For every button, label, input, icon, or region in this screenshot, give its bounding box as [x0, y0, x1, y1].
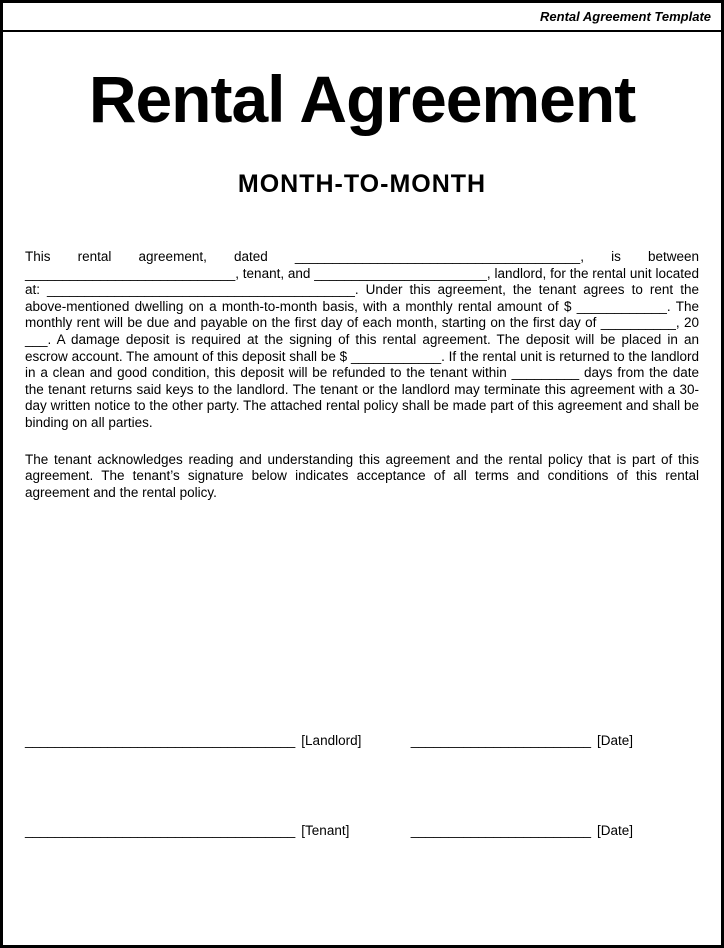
header-title: Rental Agreement Template	[540, 9, 711, 24]
document-header	[3, 3, 721, 32]
tenant-signature-group	[25, 823, 349, 838]
tenant-signature-line: ____________________________________	[25, 823, 296, 838]
signature-row-landlord	[25, 733, 633, 748]
landlord-date-group	[411, 733, 633, 748]
agreement-paragraph: This rental agreement, dated ______________________________________, is between ____________________________, tenant, and _______________________, landlord, for the rental unit located at: _________________________________________. Under this agreement, the tenant agrees to rent the above-mentioned dwelling on a month-to-month basis, with a monthly rental amount of $ ____________. The monthly rent will be due and payable on the first day of each month, starting on the first day of __________, 20 ___. A damage deposit is required at the signing of this rental agreement. The deposit will be placed in an escrow account. The amount of this deposit shall be $ ____________. If the rental unit is returned to the landlord in a clean and good condition, this deposit will be refunded to the tenant within _________ days from the date the tenant returns said keys to the landlord. The tenant or the landlord may terminate this agreement with a 30-day written notice to the other party. The attached rental policy shall be made part of this agreement and shall be binding on all parties.	[25, 249, 699, 430]
landlord-signature-group	[25, 733, 361, 748]
landlord-label: [Landlord]	[301, 733, 362, 748]
tenant-label: [Tenant]	[301, 823, 350, 838]
tenant-date-group	[411, 823, 633, 838]
tenant-date-label: [Date]	[596, 823, 633, 838]
document-title: Rental Agreement	[88, 62, 636, 136]
document-subtitle: MONTH-TO-MONTH	[237, 170, 487, 198]
landlord-signature-line: ____________________________________	[25, 733, 296, 748]
landlord-date-label: [Date]	[596, 733, 633, 748]
acknowledgement-paragraph: The tenant acknowledges reading and understanding this agreement and the rental policy that is part of this agreement. The tenant’s signature below indicates acceptance of all terms and conditions of this rental agreement and the rental policy.	[25, 451, 699, 500]
landlord-date-line: ________________________	[410, 733, 591, 748]
signature-row-tenant	[25, 823, 633, 838]
tenant-date-line: ________________________	[410, 823, 591, 838]
